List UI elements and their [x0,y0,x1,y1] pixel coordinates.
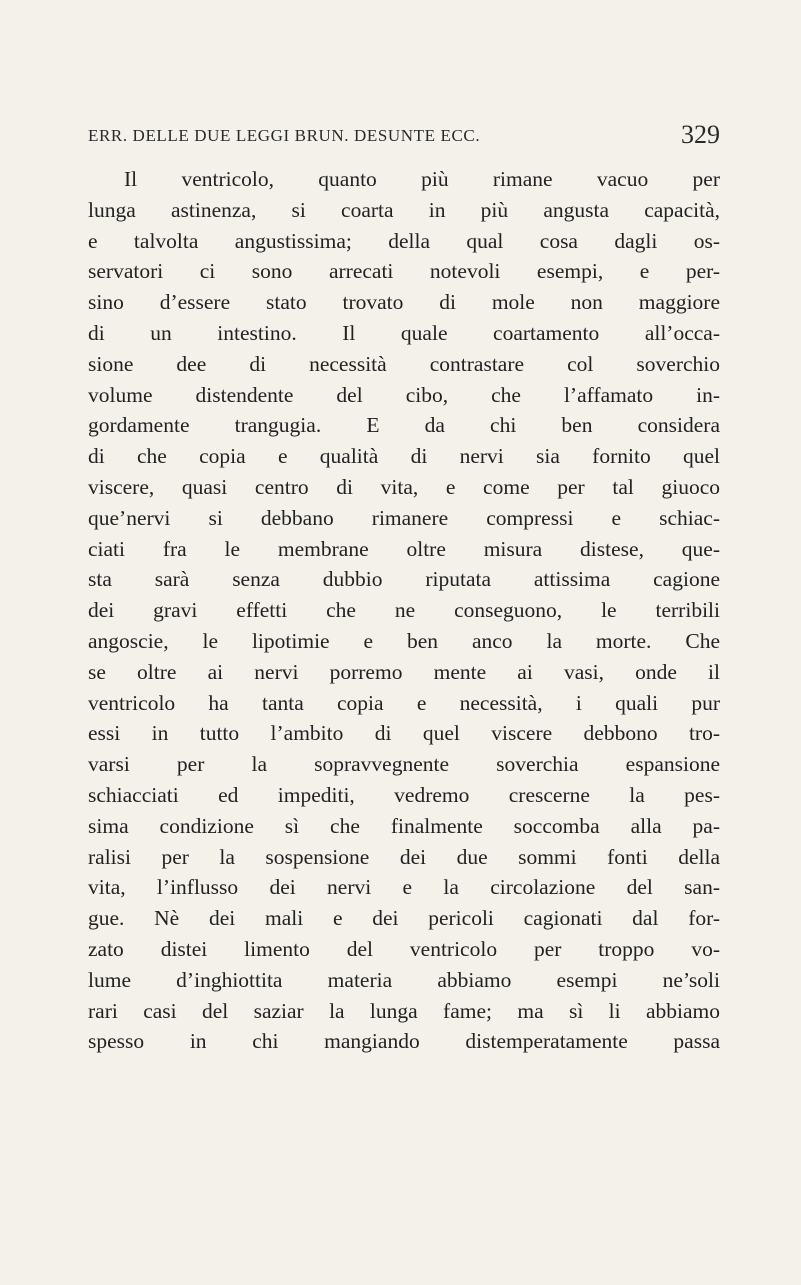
text-line: que’nervi si debbano rimanere compressi e schiac- [88,505,720,530]
text-line: ralisi per la sospensione dei due sommi fonti della [88,844,720,869]
body-text [88,164,720,1057]
text-line: varsi per la sopravvegnente soverchia espansione [88,752,720,777]
text-line: Il ventricolo, quanto più rimane vacuo per [124,167,720,191]
text-line: e talvolta angustissima; della qual cosa dagli os- [88,228,720,253]
text-line: di un intestino. Il quale coartamento all’occa- [88,320,720,345]
text-line: vita, l’influsso dei nervi e la circolazione del san- [88,875,720,900]
text-line: se oltre ai nervi porremo mente ai vasi, onde il [88,659,720,684]
text-line: sino d’essere stato trovato di mole non maggiore [88,290,720,315]
text-line: sima condizione sì che finalmente soccomba alla pa- [88,813,720,838]
text-line: sta sarà senza dubbio riputata attissima cagione [88,567,720,592]
running-head [88,120,720,154]
text-line: lunga astinenza, si coarta in più angusta capacità, [88,197,720,222]
text-line: servatori ci sono arrecati notevoli esempi, e per- [88,259,720,284]
text-line: volume distendente del cibo, che l’affamato in- [88,382,720,407]
text-line: viscere, quasi centro di vita, e come per tal giuoco [88,474,720,499]
text-line: rari casi del saziar la lunga fame; ma sì li abbiamo [88,998,720,1023]
text-line: zato distei limento del ventricolo per troppo vo- [88,936,720,961]
text-line: ciati fra le membrane oltre misura distese, que- [88,536,720,561]
text-line: gue. Nè dei mali e dei pericoli cagionati dal for- [88,906,720,931]
text-line: spesso in chi mangiando distemperatamente passa [88,1029,720,1054]
running-title: ERR. DELLE DUE LEGGI BRUN. DESUNTE ECC. [88,126,481,145]
text-line: essi in tutto l’ambito di quel viscere debbono tro- [88,721,720,746]
text-line: angoscie, le lipotimie e ben anco la morte. Che [88,628,720,653]
text-line: sione dee di necessità contrastare col soverchio [88,351,720,376]
text-line: gordamente trangugia. E da chi ben considera [88,413,720,438]
text-line: schiacciati ed impediti, vedremo crescerne la pes- [88,782,720,807]
text-line: di che copia e qualità di nervi sia fornito quel [88,444,720,469]
text-line: ventricolo ha tanta copia e necessità, i quali pur [88,690,720,715]
page-number: 329 [681,120,720,149]
text-line: lume d’inghiottita materia abbiamo esempi ne’soli [88,967,720,992]
text-line: dei gravi effetti che ne conseguono, le terribili [88,598,720,623]
